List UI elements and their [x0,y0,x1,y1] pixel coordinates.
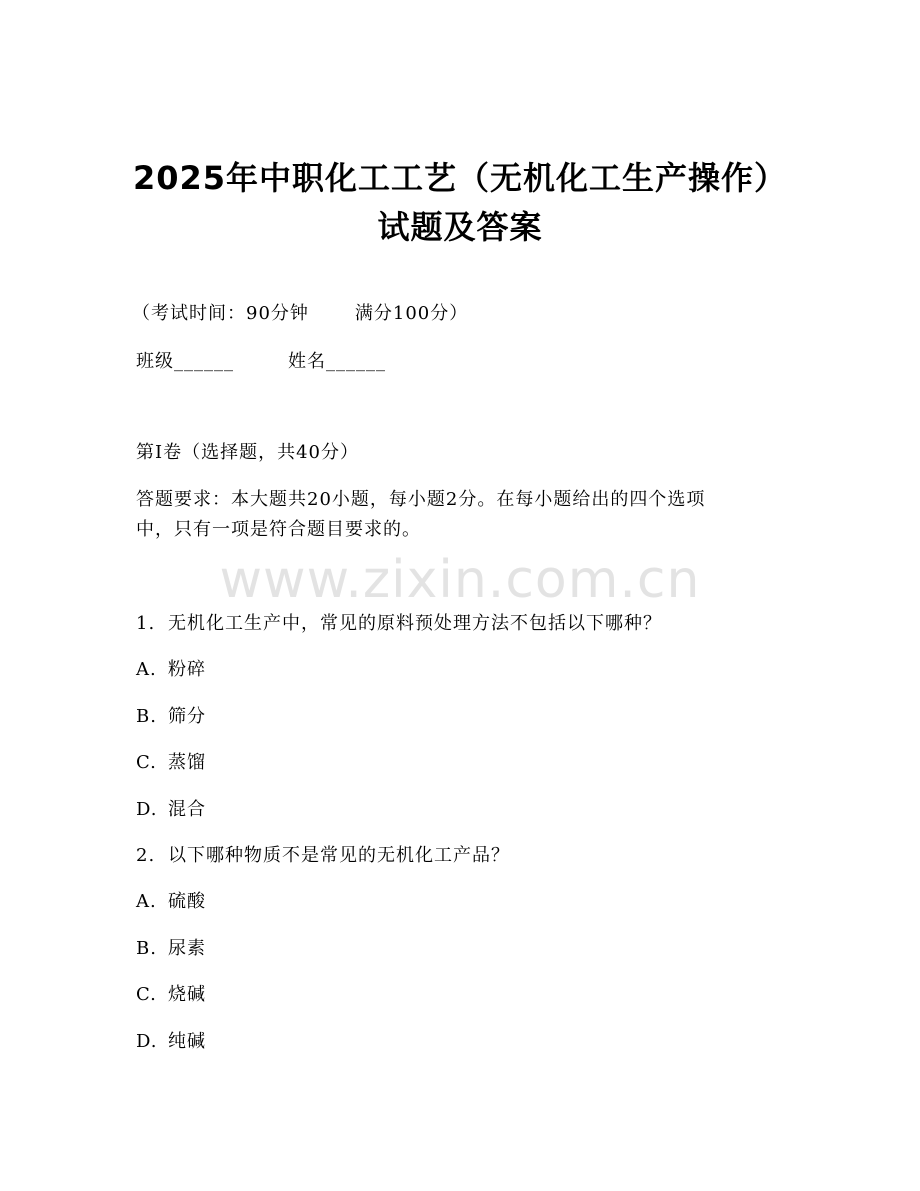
question-2-option-b [136,937,206,961]
question-1-option-b [136,705,206,729]
exam-time: （考试时间：90分钟 [132,303,309,324]
section-instructions-line2: 中，只有一项是符合题目要求的。 [136,519,421,540]
exam-info [132,302,468,326]
option-letter: C. [136,752,157,773]
section-instructions-line1: 答题要求：本大题共20小题，每小题2分。在每小题给出的四个选项 [136,489,706,510]
question-text: 以下哪种物质不是常见的无机化工产品？ [168,845,510,866]
section-heading: 第I卷（选择题，共40分） [136,442,360,463]
question-2-option-c [136,983,206,1007]
option-letter: A. [136,891,157,912]
question-2-option-d [136,1030,206,1054]
option-text: 硫酸 [168,891,206,912]
option-letter: C. [136,984,157,1005]
option-text: 烧碱 [168,984,206,1005]
question-number: 2. [136,845,156,866]
question-2 [136,844,510,868]
option-text: 尿素 [168,938,206,959]
student-fields [136,350,386,374]
option-text: 纯碱 [168,1031,206,1052]
option-letter: B. [136,706,157,727]
option-text: 蒸馏 [168,752,206,773]
option-letter: B. [136,938,157,959]
class-field: 班级______ [136,351,234,372]
question-text: 无机化工生产中，常见的原料预处理方法不包括以下哪种？ [168,613,662,634]
option-letter: D. [136,799,158,820]
exam-score: 满分100分） [354,303,469,324]
watermark: www.zixin.com.cn [219,550,701,610]
question-1-option-d [136,798,206,822]
question-1 [136,612,662,636]
question-number: 1. [136,613,156,634]
option-text: 筛分 [168,706,206,727]
option-text: 粉碎 [168,659,206,680]
option-text: 混合 [168,799,206,820]
document-title-line1: 2025年中职化工工艺（无机化工生产操作） [132,159,788,197]
option-letter: A. [136,659,157,680]
name-field: 姓名______ [288,351,386,372]
question-1-option-a [136,658,206,682]
question-2-option-a [136,890,206,914]
question-1-option-c [136,751,206,775]
option-letter: D. [136,1031,158,1052]
document-title-line2: 试题及答案 [377,208,543,246]
